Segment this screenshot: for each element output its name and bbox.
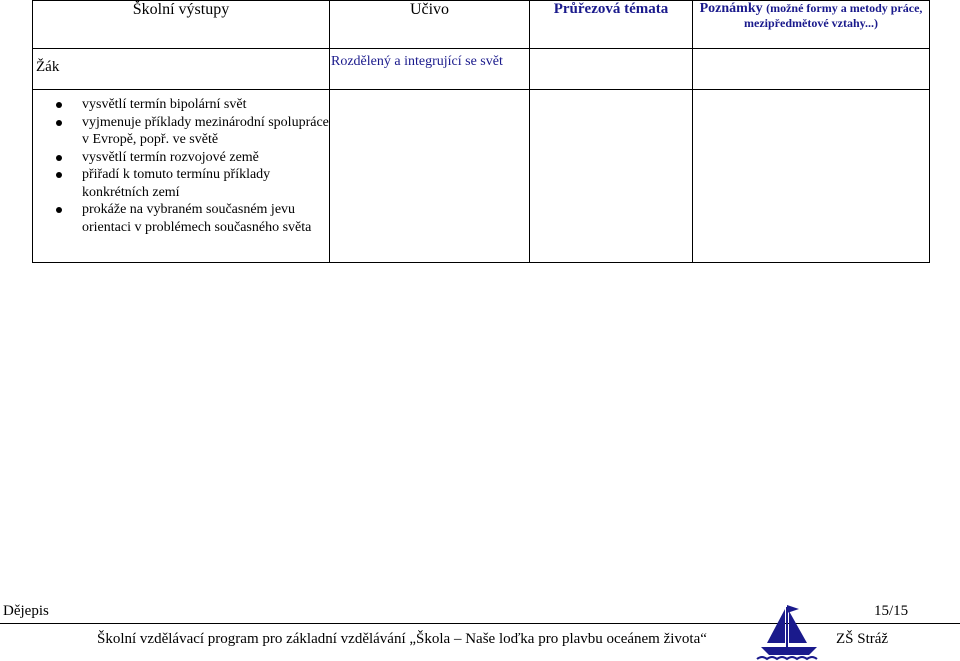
header-notes [693,1,930,49]
curriculum-cell [330,90,530,263]
list-item: přiřadí k tomuto termínu příklady konkrétních zemí [82,166,329,201]
header-cross-topics-text: Průřezová témata [553,1,669,17]
outputs-list [33,96,329,236]
list-item: vysvětlí termín rozvojové země [82,149,329,167]
cross-topics-cell [530,49,693,90]
list-item: vysvětlí termín bipolární svět [82,96,329,114]
boat-logo-icon [755,603,823,661]
header-notes-detail: (možné formy a metody práce, mezipředmětové vztahy...) [744,1,923,30]
footer-subject: Dějepis [3,603,49,619]
list-item: prokáže na vybraném současném jevu orientaci v problémech současného světa [82,201,329,236]
cross-topics-content-cell [530,90,693,263]
outputs-cell [33,90,330,263]
header-curriculum: Učivo [330,1,530,49]
topic-row [33,49,930,90]
curriculum-table [32,0,930,263]
header-cross-topics [530,1,693,49]
footer-school: ZŠ Stráž [836,631,889,647]
header-notes-title: Poznámky [699,1,763,16]
list-item: vyjmenuje příklady mezinárodní spolupráce v Evropě, popř. ve světě [82,114,329,147]
footer-program: Školní vzdělávací program pro základní vzdělávání „Škola – Naše loďka pro plavbu oceánem života“ [97,631,707,647]
table-header-row [33,1,930,49]
outputs-row [33,90,930,263]
notes-content-cell [693,90,930,263]
header-outputs: Školní výstupy [33,1,330,49]
footer-page-number: 15/15 [874,603,909,619]
row-label: Žák [33,49,330,90]
topic-title: Rozdělený a integrující se svět [330,49,530,90]
notes-cell [693,49,930,90]
